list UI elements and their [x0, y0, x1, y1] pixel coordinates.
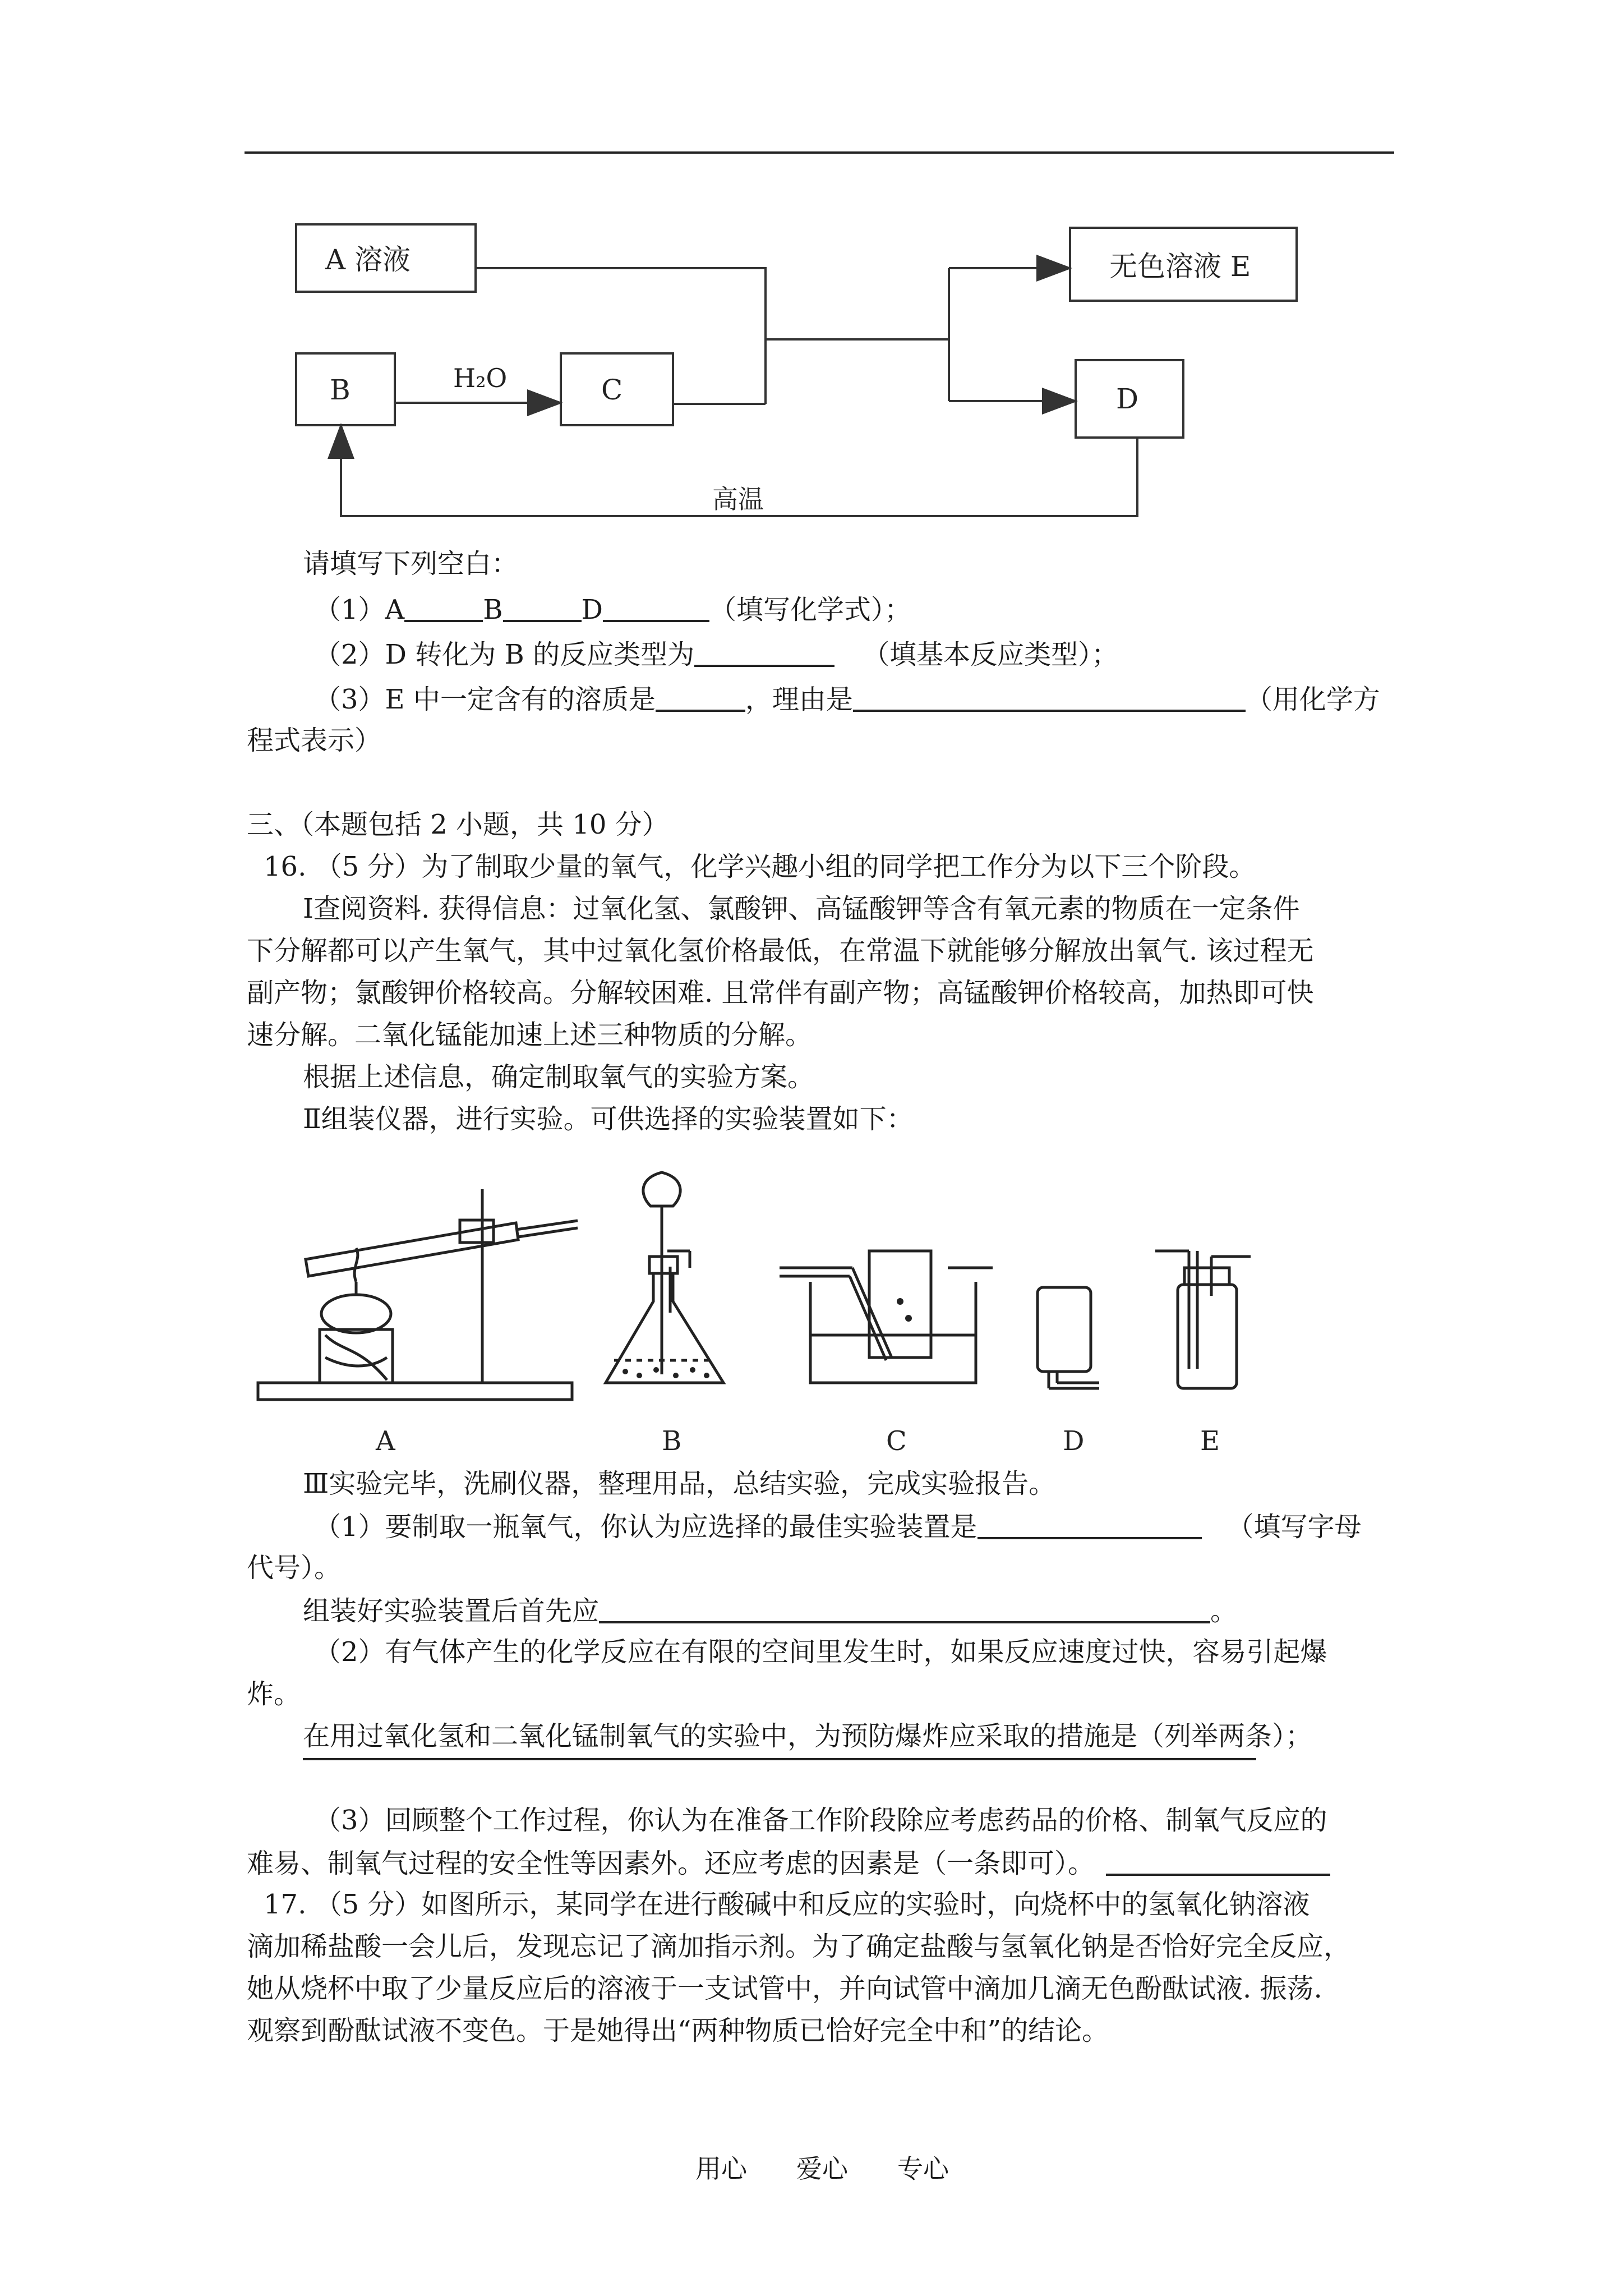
- q15-prompt: 请填写下列空白：: [303, 548, 519, 579]
- q15-part3: [314, 682, 1380, 716]
- q16-q1b-tail: 。: [1210, 1595, 1238, 1627]
- q16-q1: [314, 1509, 1362, 1544]
- q17-line1: 17. （5 分）如图所示，某同学在进行酸碱中和反应的实验时，向烧杯中的氢氧化钠溶液: [264, 1889, 1310, 1920]
- q15-p1-a-label: （1）A: [314, 594, 405, 625]
- apparatus-e: [1155, 1251, 1251, 1388]
- q16-q3-text: 难易、制氧气过程的安全性等因素外。还应考虑的因素是（一条即可）。: [247, 1848, 1095, 1879]
- q16-q1-cont: 代号）。: [247, 1552, 342, 1584]
- q15-p2-head: （2）D 转化为 B 的反应类型为: [314, 639, 695, 670]
- q16-q3-line1: （3）回顾整个工作过程，你认为在准备工作阶段除应考虑药品的价格、制氧气反应的: [314, 1805, 1327, 1836]
- box-a-label: A 溶液: [325, 243, 411, 276]
- answer-blank-first-step[interactable]: [599, 1593, 1210, 1623]
- apparatus-label-d: D: [1063, 1425, 1085, 1457]
- q17-line2: 滴加稀盐酸一会儿后，发现忘记了滴加指示剂。为了确定盐酸与氢氧化钠是否恰好完全反应，: [247, 1931, 1351, 1962]
- q16-intro: 16. （5 分）为了制取少量的氧气，化学兴趣小组的同学把工作分为以下三个阶段。: [264, 851, 1256, 882]
- q17-line3: 她从烧杯中取了少量反应后的溶液于一支试管中，并向试管中滴加几滴无色酚酞试液. 振荡.: [247, 1973, 1322, 2004]
- q16-q2-line3: 在用过氧化氢和二氧化锰制氧气的实验中，为预防爆炸应采取的措施是（列举两条）；: [303, 1720, 1313, 1752]
- q15-p3-head: （3）E 中一定含有的溶质是: [314, 684, 656, 715]
- box-b-label: B: [330, 374, 351, 406]
- apparatus-label-e: E: [1200, 1425, 1220, 1457]
- q16-stage1-line4: 速分解。二氧化锰能加速上述三种物质的分解。: [247, 1019, 813, 1051]
- q16-q1-tail: （填写字母: [1227, 1511, 1362, 1543]
- footer-text-3: 专心: [897, 2154, 949, 2184]
- apparatus-a: [258, 1189, 578, 1400]
- q16-decide: 根据上述信息，确定制取氧气的实验方案。: [303, 1061, 815, 1093]
- q16-stage1-line2: 下分解都可以产生氧气，其中过氧化氢价格最低，在常温下就能够分解放出氧气. 该过程无: [247, 935, 1314, 967]
- box-c-label: C: [601, 374, 623, 406]
- q16-stage1-line3: 副产物；氯酸钾价格较高。分解较困难. 且常伴有副产物；高锰酸钾价格较高，加热即可快: [247, 977, 1314, 1009]
- answer-blank-b[interactable]: [503, 592, 582, 622]
- footer-text-2: 爱心: [796, 2154, 848, 2184]
- apparatus-figure: [247, 1167, 1396, 1470]
- apparatus-label-a: A: [376, 1425, 395, 1457]
- answer-blank-a[interactable]: [404, 592, 483, 622]
- q16-q1-head: （1）要制取一瓶氧气，你认为应选择的最佳实验装置是: [314, 1511, 978, 1543]
- footer-text-1: 用心: [695, 2154, 747, 2184]
- q15-p1-b-label: B: [483, 594, 503, 625]
- answer-blank-apparatus[interactable]: [978, 1509, 1202, 1539]
- q15-p3-tail: （用化学方: [1245, 684, 1380, 715]
- q15-p2-tail: （填基本反应类型）；: [863, 639, 1119, 670]
- apparatus-c: [780, 1251, 993, 1383]
- q17-line4: 观察到酚酞试液不变色。于是她得出“两种物质已恰好完全中和”的结论。: [247, 2015, 1109, 2046]
- answer-blank-reaction-type[interactable]: [694, 637, 834, 667]
- box-d-label: D: [1116, 383, 1139, 415]
- q16-q3-line2: [247, 1846, 1330, 1880]
- header-rule: [245, 151, 1394, 154]
- q16-q2-line1: （2）有气体产生的化学反应在有限的空间里发生时，如果反应速度过快，容易引起爆: [314, 1636, 1327, 1668]
- q16-stage3: Ⅲ实验完毕，洗刷仪器，整理用品，总结实验，完成实验报告。: [303, 1468, 1056, 1499]
- answer-blank-d[interactable]: [603, 592, 709, 622]
- q15-p1-tail: （填写化学式）；: [709, 594, 911, 625]
- q15-part1: [314, 592, 911, 627]
- q16-stage1-line1: Ⅰ查阅资料. 获得信息：过氧化氢、氯酸钾、高锰酸钾等含有氧元素的物质在一定条件: [303, 893, 1300, 924]
- arrow-label-heat: 高温: [712, 484, 764, 514]
- answer-blank-other-factor[interactable]: [1106, 1846, 1330, 1876]
- q15-part2: [314, 637, 1118, 671]
- box-e-label: 无色溶液 E: [1109, 250, 1251, 283]
- q15-p1-d-label: D: [581, 594, 603, 625]
- section-heading: 三、（本题包括 2 小题，共 10 分）: [247, 809, 669, 840]
- apparatus-d: [1038, 1287, 1099, 1388]
- q15-p3-cont: 程式表示）: [247, 725, 382, 756]
- answer-blank-precautions[interactable]: [303, 1756, 1256, 1760]
- apparatus-label-b: B: [662, 1425, 682, 1457]
- flowchart: [280, 208, 1346, 533]
- answer-blank-solute[interactable]: [656, 682, 745, 712]
- q16-q1b-head: 组装好实验装置后首先应: [303, 1595, 600, 1627]
- apparatus-b: [606, 1172, 723, 1383]
- q15-p3-mid: ，理由是: [745, 684, 853, 715]
- apparatus-label-c: C: [886, 1425, 907, 1457]
- answer-blank-equation[interactable]: [853, 682, 1246, 712]
- arrow-label-water: H₂O: [453, 363, 508, 393]
- q16-stage2: Ⅱ组装仪器，进行实验。可供选择的实验装置如下：: [303, 1103, 914, 1135]
- q16-q2-line2: 炸。: [247, 1678, 301, 1710]
- q16-q1b: [303, 1593, 1237, 1628]
